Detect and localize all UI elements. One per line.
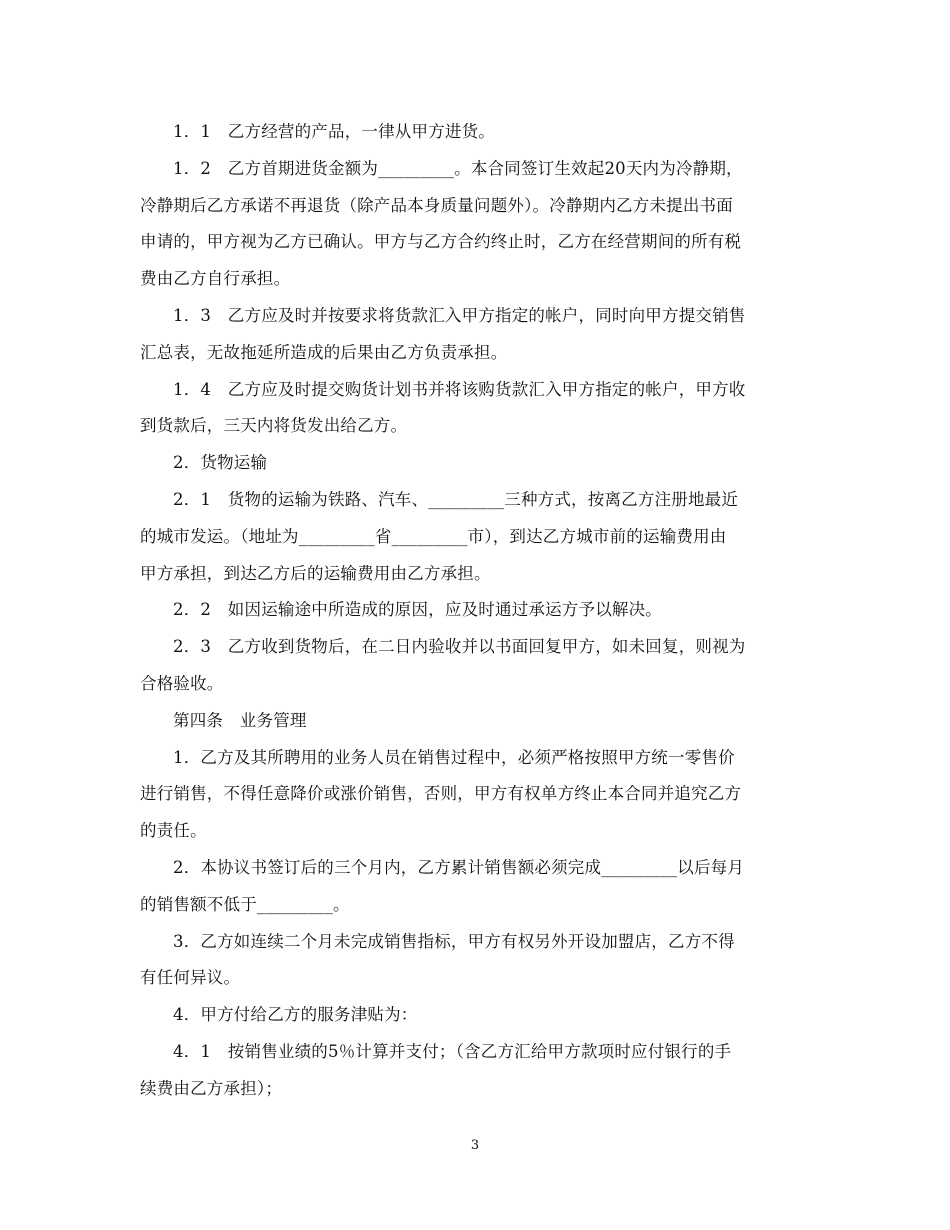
- text-line: 到货款后，三天内将货发出给乙方。: [140, 416, 408, 436]
- text-line: 4．甲方付给乙方的服务津贴为：: [173, 1005, 418, 1025]
- text-line: 4．1 按销售业绩的5％计算并支付；（含乙方汇给甲方款项时应付银行的手: [173, 1041, 732, 1061]
- text-line: 1．2 乙方首期进货金额为_________。本合同签订生效起20天内为冷静期，: [173, 158, 743, 178]
- text-line: 的销售额不低于_________。: [140, 894, 350, 914]
- text-line: 申请的，甲方视为乙方已确认。甲方与乙方合约终止时，乙方在经营期间的所有税: [140, 232, 742, 252]
- text-line: 1．1 乙方经营的产品，一律从甲方进货。: [173, 122, 495, 141]
- text-line: 甲方承担，到达乙方后的运输费用由乙方承担。: [140, 563, 491, 583]
- text-line: 汇总表，无故拖延所造成的后果由乙方负责承担。: [140, 342, 508, 362]
- text-line: 1．3 乙方应及时并按要求将货款汇入甲方指定的帐户，同时向甲方提交销售: [173, 305, 746, 325]
- text-line: 合格验收。: [140, 673, 224, 693]
- text-line: 有任何异议。: [140, 968, 241, 988]
- text-line: 2．2 如因运输途中所造成的原因，应及时通过承运方予以解决。: [173, 600, 662, 620]
- text-line: 2．1 货物的运输为铁路、汽车、_________三种方式，按离乙方注册地最近: [173, 489, 739, 509]
- section-heading: 2．货物运输: [173, 453, 268, 473]
- page-number: 3: [470, 1138, 480, 1153]
- text-line: 1．乙方及其所聘用的业务人员在销售过程中，必须严格按照甲方统一零售价: [173, 747, 735, 767]
- text-line: 1．4 乙方应及时提交购货计划书并将该购货款汇入甲方指定的帐户，甲方收: [173, 379, 746, 399]
- text-line: 2．3 乙方收到货物后，在二日内验收并以书面回复甲方，如未回复，则视为: [173, 637, 746, 657]
- text-line: 3．乙方如连续二个月未完成销售指标，甲方有权另外开设加盟店，乙方不得: [173, 931, 735, 951]
- text-line: 的城市发运。（地址为_________省_________市），到达乙方城市前的运输费用由: [140, 526, 727, 546]
- document-body: [140, 114, 812, 1108]
- text-line: 续费由乙方承担）；: [140, 1078, 283, 1098]
- text-line: 冷静期后乙方承诺不再退货（除产品本身质量问题外）。冷静期内乙方未提出书面: [140, 195, 733, 215]
- article-heading: 第四条 业务管理: [173, 710, 307, 730]
- text-line: 费由乙方自行承担。: [140, 269, 291, 289]
- text-line: 2．本协议书签订后的三个月内，乙方累计销售额必须完成_________以后每月: [173, 857, 745, 877]
- text-line: 进行销售，不得任意降价或涨价销售，否则，甲方有权单方终止本合同并追究乙方: [140, 784, 742, 804]
- text-line: 的责任。: [140, 821, 207, 841]
